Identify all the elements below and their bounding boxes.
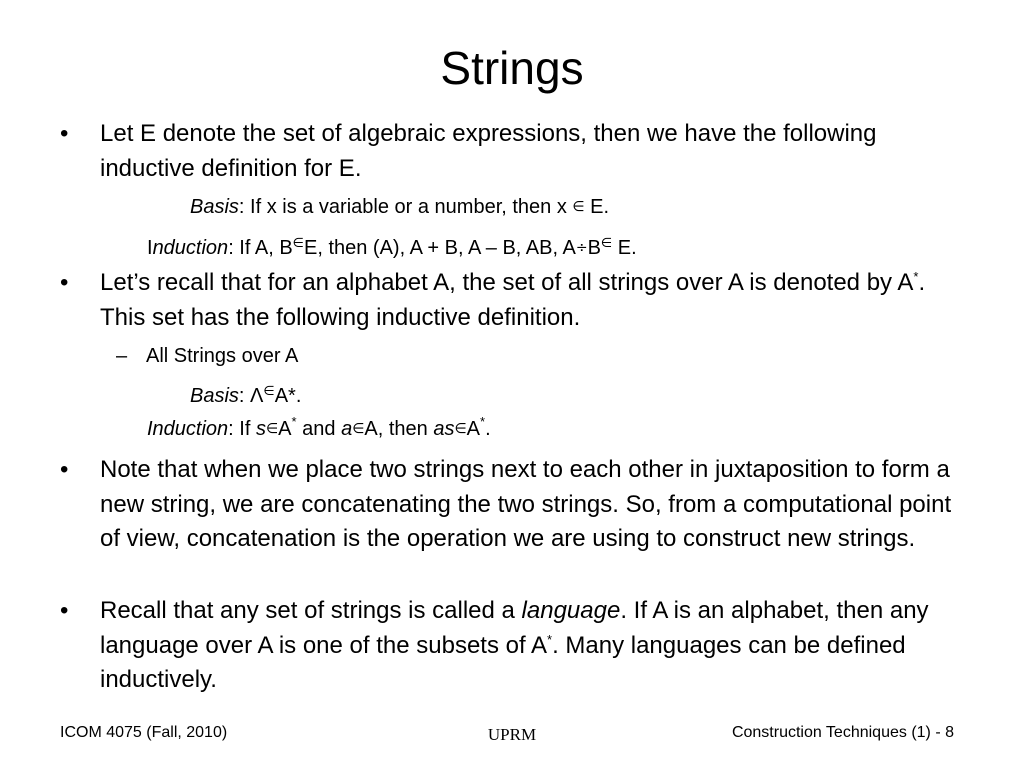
bullet-3: [60, 453, 970, 557]
slide-title: Strings: [440, 42, 584, 94]
bullet-2: • Let’s recall that for an alphabet A, the set of all strings over A is denoted by A*. This set has the following inductive definition.: [100, 266, 970, 335]
bullet-1: [60, 117, 970, 186]
induction-label: Induction: [147, 418, 229, 440]
induction-label: nduction: [152, 237, 229, 259]
footer-course: ICOM 4075 (Fall, 2010): [60, 724, 228, 741]
sub-bullet-dash: –: [116, 345, 128, 367]
bullet-4: • Recall that any set of strings is called a language. If A is an alphabet, then any language over A is one of the subsets of A*. Many languages can be defined inductively.: [100, 594, 970, 698]
bullet-3-text: Note that when we place two strings next to each other in juxtaposition to form a new string, we are concatenating the two strings. So, from a computational point of view, concatenation is the operation we are using to construct new strings.: [100, 456, 952, 552]
bullet-glyph: •: [60, 597, 69, 624]
element-of-symbol: ∈: [454, 421, 467, 437]
element-of-symbol: ∈: [265, 421, 279, 437]
astar-basis-line: Basis: Λ∈A*.: [190, 384, 302, 407]
element-of-symbol: ∈: [292, 236, 304, 251]
element-of-symbol: ∈: [600, 236, 613, 251]
astar-induction-line: Induction: If s∈A* and a∈A, then as∈A*.: [147, 414, 491, 440]
bullet-glyph: •: [60, 269, 69, 296]
division-symbol: ÷: [575, 240, 588, 256]
footer-institution: UPRM: [487, 725, 537, 744]
sub-bullet-all-strings: All Strings over A: [146, 345, 299, 367]
bullet-glyph: •: [60, 120, 69, 147]
basis-label: Basis: [190, 385, 239, 407]
element-of-symbol: ∈: [352, 421, 365, 437]
element-of-symbol: ∈: [263, 384, 275, 399]
element-of-symbol: ∈: [572, 199, 585, 215]
e-basis-line: Basis: If x is a variable or a number, then x ∈ E.: [190, 196, 610, 218]
basis-label: Basis: [190, 196, 239, 218]
language-term: language: [521, 597, 621, 624]
e-induction-line: Induction: If A, B∈E, then (A), A + B, A – B, AB, A÷B∈ E.: [147, 236, 637, 259]
bullet-1-text: Let E denote the set of algebraic expressions, then we have the following inductive definition for E.: [100, 120, 877, 182]
footer-slide-number: Construction Techniques (1) - 8: [731, 724, 954, 741]
bullet-glyph: •: [60, 456, 69, 483]
